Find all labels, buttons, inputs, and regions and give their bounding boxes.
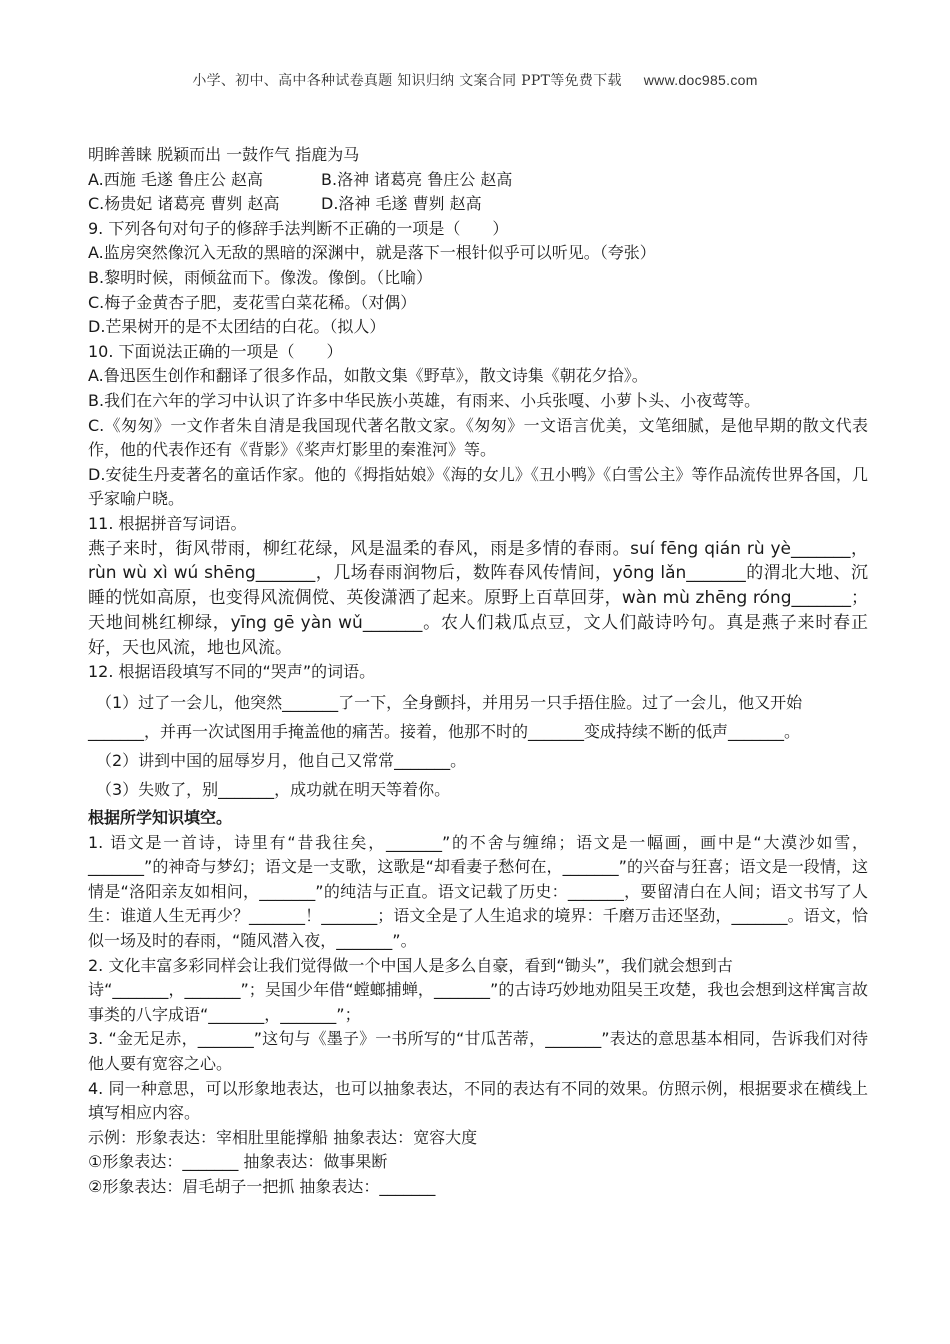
document-body [88,143,868,1200]
header-text: 小学、初中、高中各种试卷真题 知识归纳 文案合同 PPT等免费下载 [192,73,622,89]
section-item1: ①形象表达：_______ 抽象表达：做事果断 [88,1152,388,1172]
header-url[interactable]: www.doc985.com [643,72,758,88]
section-example: 示例：形象表达：宰相肚里能撑船 抽象表达：宽容大度 [88,1127,478,1147]
q12-sentence2: （2）讲到中国的屈辱岁月，他自己又常常_______。 [96,751,467,771]
q10-option-b: B.我们在六年的学习中认识了许多中华民族小英雄，有雨来、小兵张嘎、小萝卜头、小夜莺等。 [88,390,761,410]
q12-stem: 12. 根据语段填写不同的“哭声”的词语。 [88,662,376,682]
q10-option-a: A.鲁迅医生创作和翻译了很多作品，如散文集《野草》，散文诗集《朝花夕拾》。 [88,366,648,386]
q9-option-b: B.黎明时候，雨倾盆而下。像泼。像倒。（比喻） [88,267,433,287]
page-header [0,70,950,90]
q8-idioms: 明眸善睐 脱颖而出 一鼓作气 指鹿为马 [88,145,360,164]
section-para2a: 2. 文化丰富多彩同样会让我们觉得做一个中国人是多么自豪，看到“锄头”，我们就会想到古 [88,955,733,975]
q11-passage: 燕子来时，街风带雨，柳红花绿，风是温柔的春风，雨是多情的春雨。suí fēng qián rù yè_______，rùn wù xì wú shēng_______，几场春雨润物后，数阵春风传情间，yōng lǎn_______的渭北大地、沉睡的恍如高原，也变得风流倜傥、英俊潇洒了起来。原野上百草回芽，wàn mù zhēng róng_______；天地间桃红柳绿，yīng gē yàn wǔ_______。农人们栽瓜点豆，文人们敲诗吟句。真是燕子来时春正好，天也风流，地也风流。 [88,538,868,658]
q8-option-c: C.杨贵妃 诸葛亮 曹刿 赵高 [88,194,280,214]
q10-option-d: D.安徒生丹麦著名的童话作家。他的《拇指姑娘》《海的女儿》《丑小鸭》《白雪公主》等作品流传世界各国，几乎家喻户晓。 [88,464,868,509]
section-para3: 3. “金无足赤，_______”这句与《墨子》一书所写的“甘瓜苦蒂，_______”表达的意思基本相同，告诉我们对待他人要有宽容之心。 [88,1029,868,1074]
q8-options-row1 [88,168,868,193]
q12-sentence1b: _______，并再一次试图用手掩盖他的痛苦。接着，他那不时的_______变成持续不断的低声_______。 [88,722,801,742]
q12-sentence1a: （1）过了一会儿，他突然_______了一下，全身颤抖，并用另一只手捂住脸。过了一会儿，他又开始 [96,693,803,713]
q8-options-row2 [88,192,868,217]
q8-option-a: A.西施 毛遂 鲁庄公 赵高 [88,169,264,189]
section-title: 根据所学知识填空。 [88,808,233,828]
section-item2: ②形象表达：眉毛胡子一把抓 抽象表达：_______ [88,1176,436,1196]
q8-option-d: D.洛神 毛遂 曹刿 赵高 [321,194,482,214]
q9-option-d: D.芒果树开的是不太团结的白花。（拟人） [88,317,386,337]
section-para4: 4. 同一种意思，可以形象地表达，也可以抽象表达，不同的表达有不同的效果。仿照示例，根据要求在横线上填写相应内容。 [88,1078,868,1123]
q8-option-b: B.洛神 诸葛亮 鲁庄公 赵高 [321,169,513,189]
q9-option-c: C.梅子金黄杏子肥，麦花雪白菜花稀。（对偶） [88,292,417,312]
q10-option-c: C.《匆匆》一文作者朱自清是我国现代著名散文家。《匆匆》一文语言优美，文笔细腻，是他早期的散文代表作，他的代表作还有《背影》《桨声灯影里的秦淮河》等。 [88,415,868,460]
q11-stem: 11. 根据拼音写词语。 [88,513,247,533]
q9-stem: 9. 下列各句对句子的修辞手法判断不正确的一项是（ ） [88,218,509,238]
q9-option-a: A.监房突然像沉入无敌的黑暗的深渊中，就是落下一根针似乎可以听见。（夸张） [88,243,656,263]
q10-stem: 10. 下面说法正确的一项是（ ） [88,341,343,361]
section-para1: 1. 语文是一首诗，诗里有“昔我往矣，_______”的不舍与缠绵；语文是一幅画，画中是“大漠沙如雪，_______”的神奇与梦幻；语文是一支歌，这歌是“却看妻子愁何在，_______”的兴奋与狂喜；语文是一段情，这情是“洛阳亲友如相问，_______”的纯洁与正直。语文记载了历史：_______，要留清白在人间；语文书写了人生：谁道人生无再少？_______！_______；语文全是了人生追求的境界：千磨万击还坚劲，_______。语文，恰似一场及时的春雨，“随风潜入夜，_______”。 [88,832,868,951]
q12-sentence3: （3）失败了，别_______，成功就在明天等着你。 [96,780,451,800]
section-para2b: 诗“_______，_______”；吴国少年借“螳螂捕蝉，_______”的古诗巧妙地劝阻吴王攻楚，我也会想到这样寓言故事类的八字成语“_______，_______”； [88,980,868,1024]
